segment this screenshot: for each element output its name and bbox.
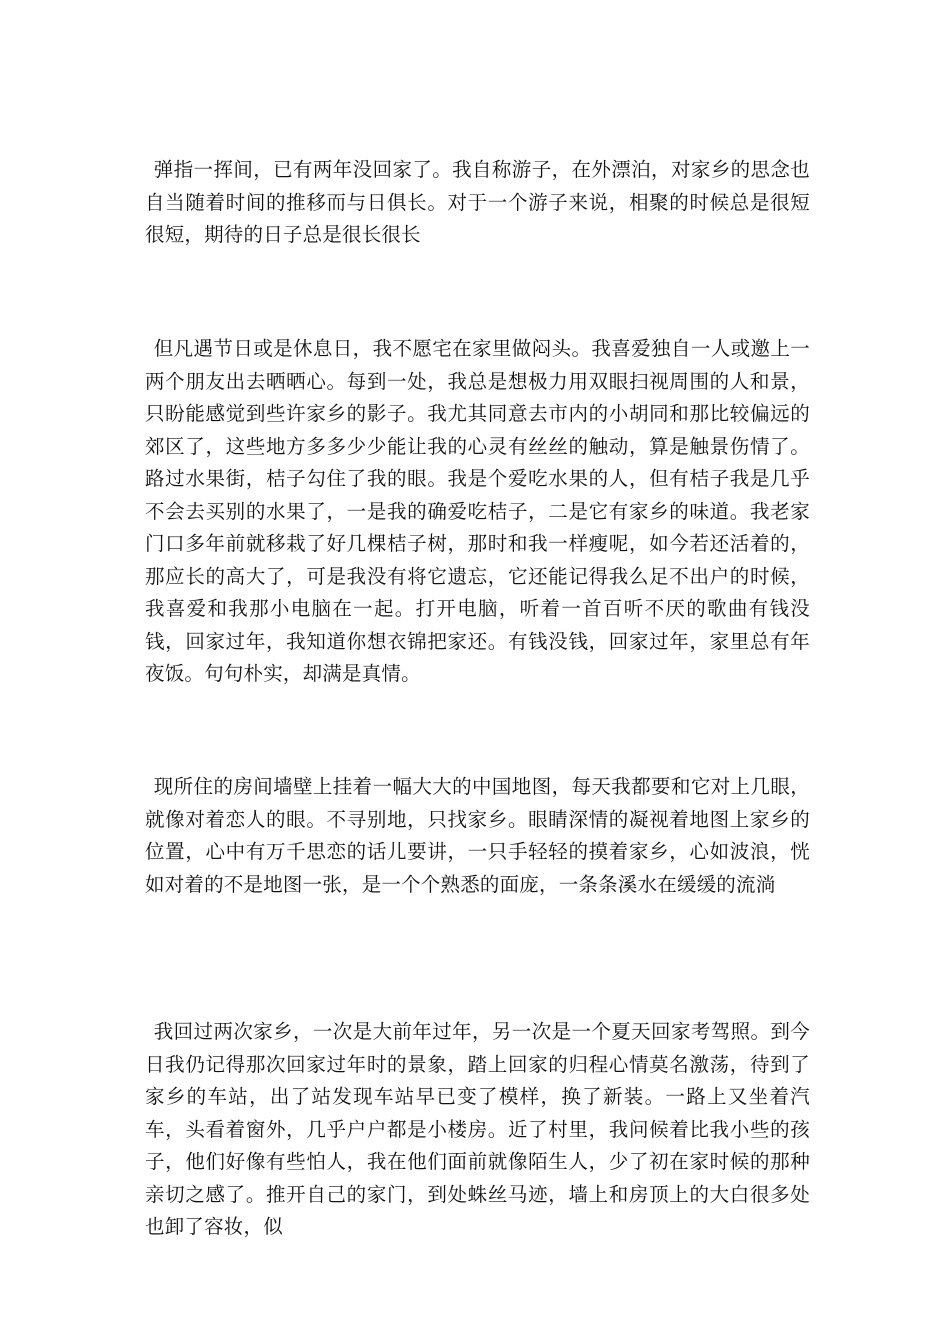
paragraph-2: 但凡遇节日或是休息日，我不愿宅在家里做闷头。我喜爱独自一人或邀上一两个朋友出去晒晒心。每到一处，我总是想极力用双眼扫视周围的人和景，只盼能感觉到些许家乡的影子。我尤其同意去市内的小胡同和那比较偏远的郊区了，这些地方多多少少能让我的心灵有丝丝的触动，算是触景伤情了。路过水果街，桔子勾住了我的眼。我是个爱吃水果的人，但有桔子我是几乎不会去买别的水果了，一是我的确爱吃桔子，二是它有家乡的味道。我老家门口多年前就移栽了好几棵桔子树，那时和我一样瘦呢，如今若还活着的，那应长的高大了，可是我没有将它遗忘，它还能记得我么足不出户的时候，我喜爱和我那小电脑在一起。打开电脑，听着一首百听不厌的歌曲有钱没钱，回家过年，我知道你想衣锦把家还。有钱没钱，回家过年，家里总有年夜饭。句句朴实，却满是真情。 bbox=[145, 337, 810, 685]
paragraph-3: 现所住的房间墙壁上挂着一幅大大的中国地图，每天我都要和它对上几眼，就像对着恋人的眼。不寻别地，只找家乡。眼睛深情的凝视着地图上家乡的位置，心中有万千思恋的话儿要讲，一只手轻轻的摸着家乡，心如波浪，恍如对着的不是地图一张，是一个个熟悉的面庞，一条条溪水在缓缓的流淌 bbox=[145, 775, 810, 896]
paragraph-1: 弹指一挥间，已有两年没回家了。我自称游子，在外漂泊，对家乡的思念也自当随着时间的推移而与日俱长。对于一个游子来说，相聚的时候总是很短很短，期待的日子总是很长很长 bbox=[145, 158, 810, 246]
paragraph-4: 我回过两次家乡，一次是大前年过年，另一次是一个夏天回家考驾照。到今日我仍记得那次回家过年时的景象，踏上回家的归程心情莫名激荡，待到了家乡的车站，出了站发现车站早已变了模样，换了新装。一路上又坐着汽车，头看着窗外，几乎户户都是小楼房。近了村里，我问候着比我小些的孩子，他们好像有些怕人，我在他们面前就像陌生人，少了初在家时候的那种亲切之感了。推开自己的家门，到处蛛丝马迹，墙上和房顶上的大白很多处也卸了容妆，似 bbox=[145, 1020, 810, 1238]
